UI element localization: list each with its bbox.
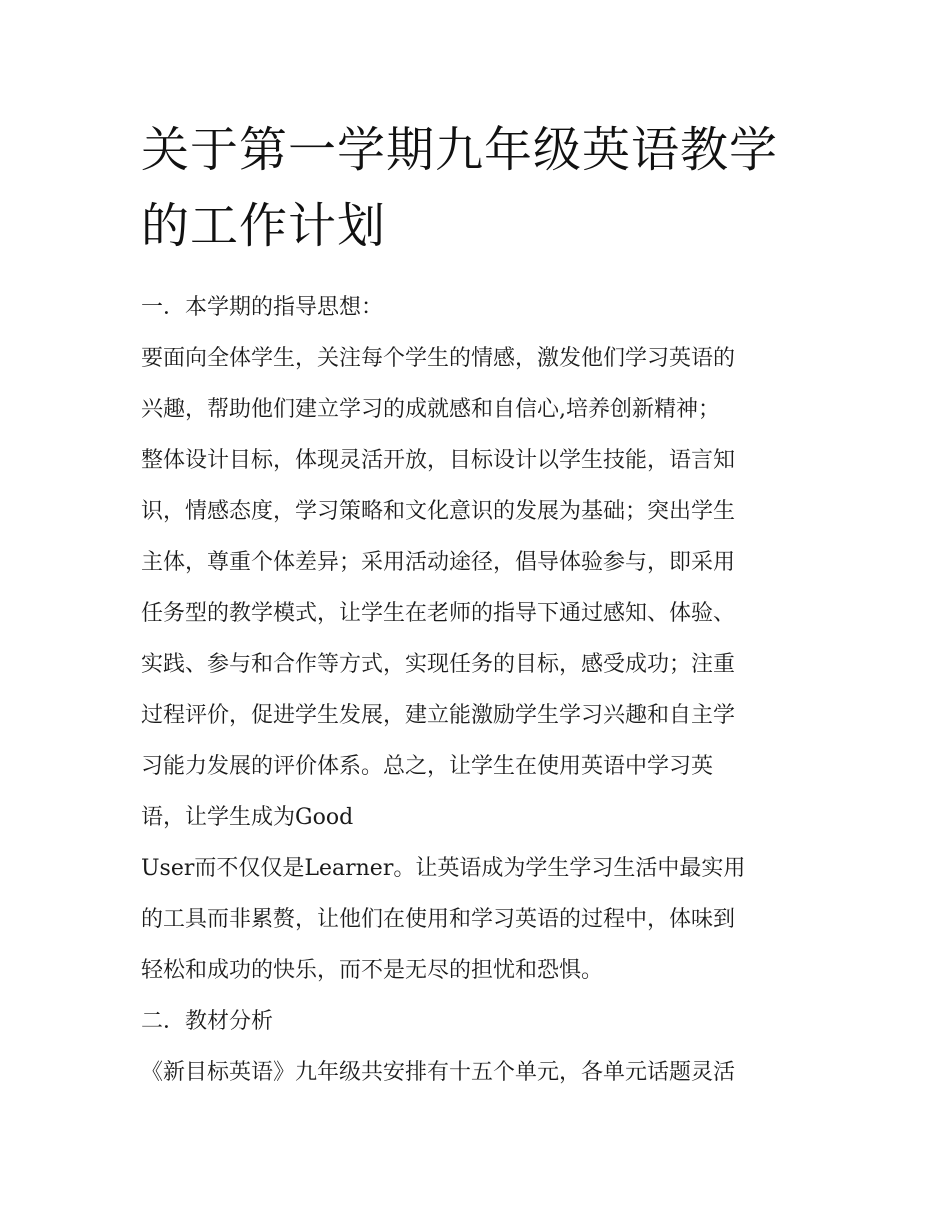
title-line: 关于第一学期九年级英语教学: [141, 122, 779, 178]
paragraph-line: 《新目标英语》九年级共安排有十五个单元，各单元话题灵活: [141, 1060, 736, 1085]
paragraph-line: 兴趣，帮助他们建立学习的成就感和自信心,培养创新精神；: [141, 397, 720, 422]
section-heading-textbook-analysis: 二．教材分析: [141, 1009, 274, 1034]
paragraph-line: 整体设计目标，体现灵活开放，目标设计以学生技能，语言知: [141, 448, 736, 473]
paragraph-line: 要面向全体学生，关注每个学生的情感，激发他们学习英语的: [141, 346, 736, 371]
section-heading-guiding-thought: 一．本学期的指导思想：: [141, 295, 384, 320]
paragraph-line: 实践、参与和合作等方式，实现任务的目标，感受成功；注重: [141, 652, 736, 677]
paragraph-line: 轻松和成功的快乐，而不是无尽的担忧和恐惧。: [141, 958, 604, 983]
paragraph-line: 习能力发展的评价体系。总之，让学生在使用英语中学习英: [141, 754, 714, 779]
document-body: [141, 112, 813, 1098]
paragraph-line: 主体，尊重个体差异；采用活动途径，倡导体验参与，即采用: [141, 550, 736, 575]
paragraph-line: 识，情感态度，学习策略和文化意识的发展为基础；突出学生: [141, 499, 736, 524]
paragraph-line: 的工具而非累赘，让他们在使用和学习英语的过程中，体味到: [141, 907, 736, 932]
document-title: [141, 112, 813, 264]
paragraph-line: User而不仅仅是Learner。让英语成为学生学习生活中最实用: [141, 856, 746, 881]
paragraph-line: 语，让学生成为Good: [141, 805, 354, 830]
paragraph-line: 过程评价，促进学生发展，建立能激励学生学习兴趣和自主学: [141, 703, 736, 728]
title-line: 的工作计划: [141, 198, 387, 254]
paragraph-line: 任务型的教学模式，让学生在老师的指导下通过感知、体验、: [141, 601, 736, 626]
